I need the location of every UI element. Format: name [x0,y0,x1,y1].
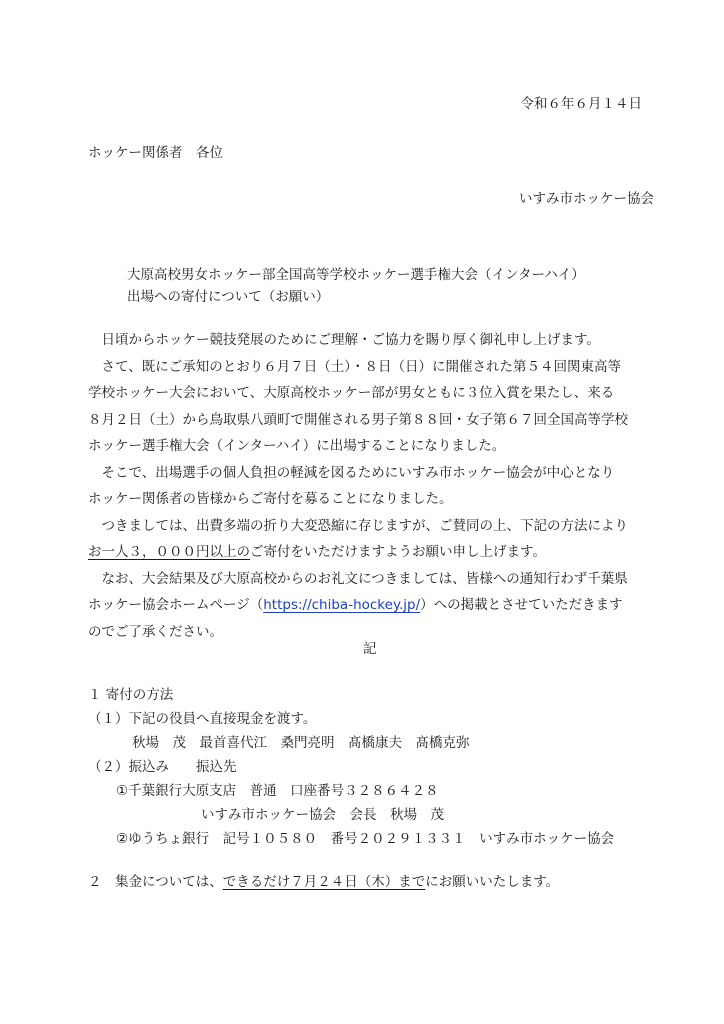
officer-names: 秋場 茂 最首喜代江 桑門亮明 髙橋康夫 髙橋克弥 [132,735,470,751]
item-1-sub-2: （２）振込み 振込先 [88,759,237,775]
bank-account-2: ②ゆうちょ銀行 記号１０５８０ 番号２０２９１３３１ いすみ市ホッケー協会 [116,831,615,847]
body-line: つきましては、出費多端の折り大変恐縮に存じますが、ご賛同の上、下記の方法により [101,517,628,534]
sender-organization: いすみ市ホッケー協会 [519,191,654,207]
item-1-sub-1: （１）下記の役員へ直接現金を渡す。 [88,711,317,727]
deadline-underlined: できるだけ７月２４日（木）まで [222,874,426,890]
homepage-link[interactable]: https://chiba-hockey.jp/ [263,597,421,613]
document-date: 令和６年６月１４日 [520,96,642,112]
letter-body [88,327,662,645]
bank-account-1-holder: いすみ市ホッケー協会 会長 秋場 茂 [201,807,444,823]
addressee: ホッケー関係者 各位 [88,145,223,161]
donation-method-list [88,683,684,851]
body-line: そこで、出場選手の個人負担の軽減を図るためにいすみ市ホッケー協会が中心となり [101,464,615,481]
item-2-collection-deadline: ２ 集金については、できるだけ７月２４日（木）までにお願いいたします。 [88,874,560,890]
body-line: お一人３，０００円以上のご寄付をいただけますようお願い申し上げます。 [88,544,546,560]
bank-account-1: ①千葉銀行大原支店 普通 口座番号３２８６４２８ [116,783,439,799]
body-line: ８月２日（土）から鳥取県八頭町で開催される男子第８８回・女子第６７回全国高等学校 [88,411,628,428]
body-line: さて、既にご承知のとおり６月７日（土）・８日（日）に開催された第５４回関東高等 [101,358,621,375]
document-title-line-1: 大原高校男女ホッケー部全国高等学校ホッケー選手権大会（インターハイ） [127,267,585,283]
body-line: 日頃からホッケー競技発展のためにご理解・ご協力を賜り厚く御礼申し上げます。 [101,332,600,348]
body-line: なお、大会結果及び大原高校からのお礼文につきましては、皆様への通知行わず千葉県 [101,570,628,587]
document-title-line-2: 出場への寄付について（お願い） [127,289,330,305]
item-1-heading: １ 寄付の方法 [88,687,174,703]
body-line: ホッケー協会ホームページ（https://chiba-hockey.jp/）への掲載とさせていただきます [88,597,623,613]
ki-heading: 記 [363,641,377,657]
body-line: ホッケー選手権大会（インターハイ）に出場することになりました。 [88,438,506,454]
body-line: ホッケー関係者の皆様からご寄付を募ることになりました。 [88,491,453,507]
donation-amount-underlined: お一人３，０００円以上の [88,544,250,560]
body-line: 学校ホッケー大会において、大原高校ホッケー部が男女ともに３位入賞を果たし、来る [88,385,615,401]
body-line: のでご了承ください。 [88,623,223,640]
